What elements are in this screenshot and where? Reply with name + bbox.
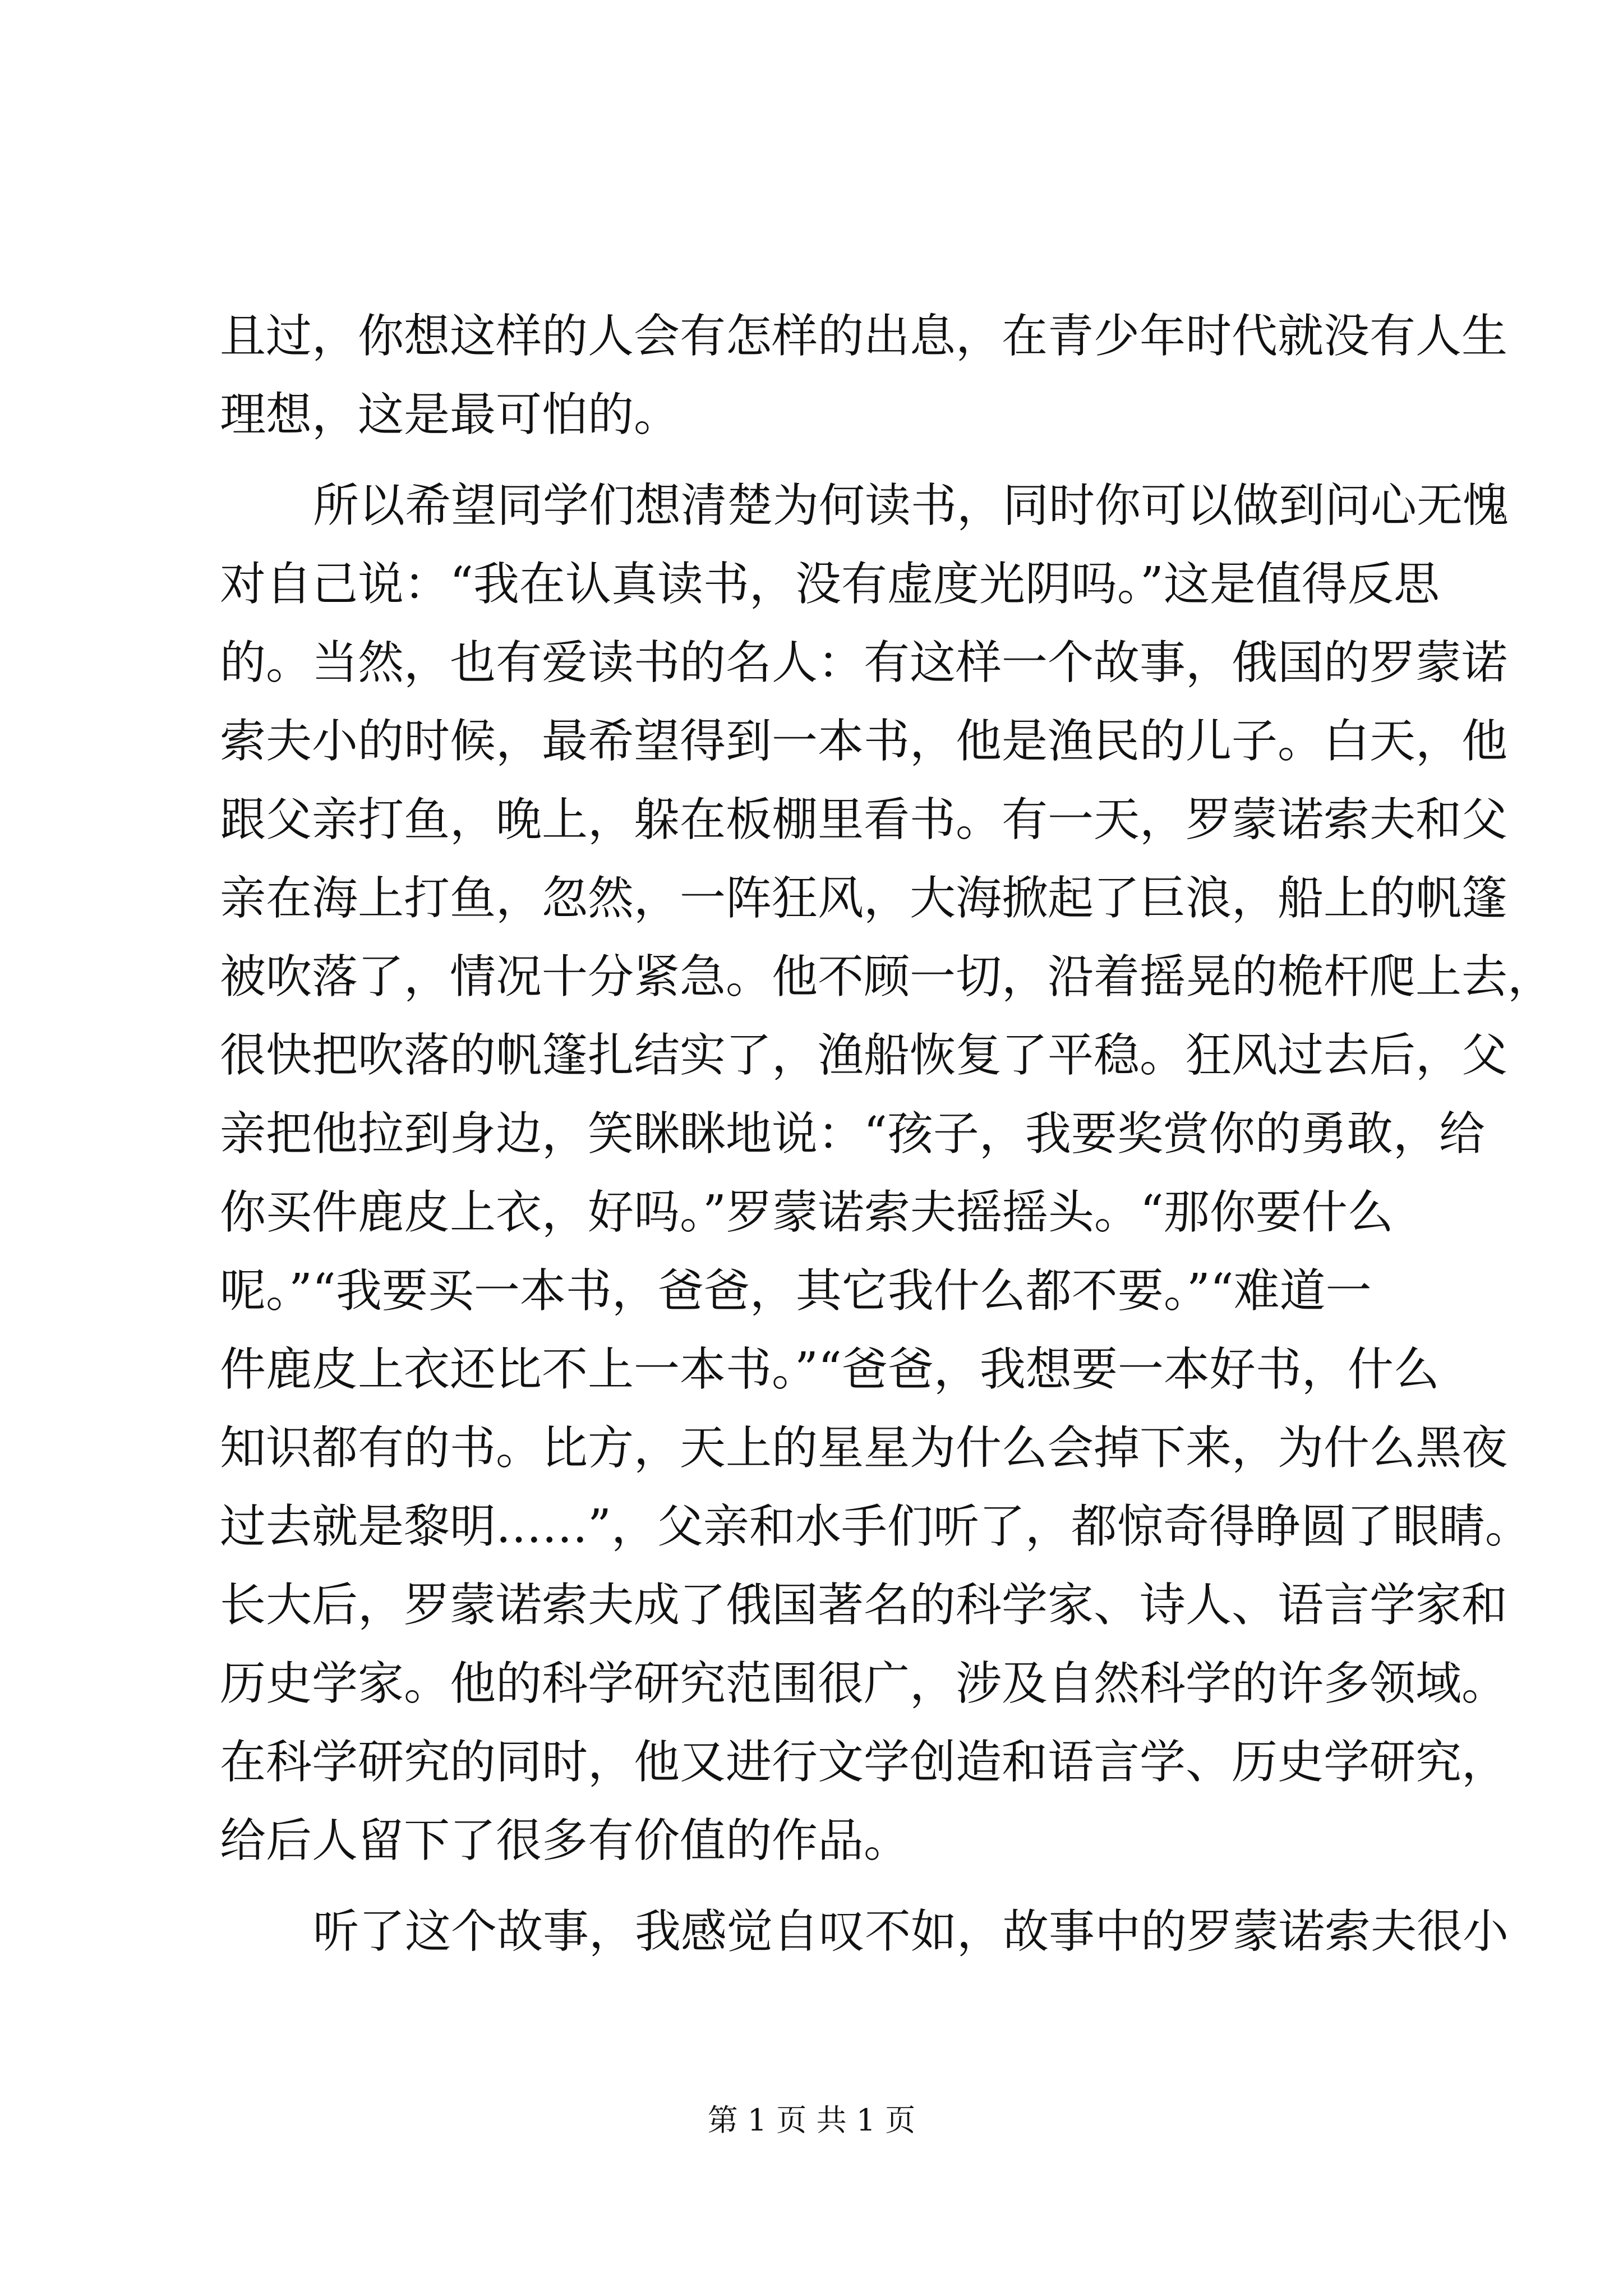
text-line: 你买件鹿皮上衣，好吗。”罗蒙诺索夫摇摇头。“那你要什么	[220, 1186, 1394, 1239]
text-line: 过去就是黎明……”，父亲和水手们听了，都惊奇得睁圆了眼睛。	[220, 1500, 1531, 1553]
text-line: 所以希望同学们想清楚为何读书，同时你可以做到问心无愧	[313, 479, 1509, 532]
text-line: 历史学家。他的科学研究范围很广，涉及自然科学的许多领域。	[220, 1657, 1508, 1710]
text-line: 件鹿皮上衣还比不上一本书。”“爸爸，我想要一本好书，什么	[220, 1343, 1440, 1396]
paragraph-3	[220, 1893, 1509, 1971]
text-line: 的。当然，也有爱读书的名人：有这样一个故事，俄国的罗蒙诺	[220, 636, 1508, 689]
text-line: 亲把他拉到身边，笑眯眯地说：“孩子，我要奖赏你的勇敢，给	[220, 1107, 1485, 1161]
text-line: 跟父亲打鱼，晚上，躲在板棚里看书。有一天，罗蒙诺索夫和父	[220, 793, 1508, 846]
text-line: 亲在海上打鱼，忽然，一阵狂风，大海掀起了巨浪，船上的帆篷	[220, 872, 1508, 925]
text-line: 听了这个故事，我感觉自叹不如，故事中的罗蒙诺索夫很小	[313, 1905, 1509, 1958]
text-line: 呢。”“我要买一本书，爸爸，其它我什么都不要。”“难道一	[220, 1264, 1372, 1318]
text-line: 对自己说：“我在认真读书，没有虚度光阴吗。”这是值得反思	[220, 558, 1440, 611]
paragraph-1	[220, 297, 1508, 454]
text-line: 索夫小的时候，最希望得到一本书，他是渔民的儿子。白天，他	[220, 715, 1508, 768]
page-number-label: 第 1 页 共 1 页	[707, 2102, 916, 2138]
text-line: 很快把吹落的帆篷扎结实了，渔船恢复了平稳。狂风过去后，父	[220, 1029, 1508, 1082]
text-line: 被吹落了，情况十分紧急。他不顾一切，沿着摇晃的桅杆爬上去，	[220, 950, 1554, 1004]
page-footer	[0, 2101, 1623, 2140]
text-line: 理想，这是最可怕的。	[220, 388, 680, 441]
text-line: 长大后，罗蒙诺索夫成了俄国著名的科学家、诗人、语言学家和	[220, 1579, 1508, 1632]
text-line: 在科学研究的同时，他又进行文学创造和语言学、历史学研究，	[220, 1736, 1508, 1789]
text-line: 知识都有的书。比方，天上的星星为什么会掉下来，为什么黑夜	[220, 1421, 1508, 1475]
text-line: 给后人留下了很多有价值的作品。	[220, 1814, 910, 1867]
text-line: 且过，你想这样的人会有怎样的出息，在青少年时代就没有人生	[220, 310, 1508, 363]
paragraph-2	[220, 467, 1554, 1880]
body-text	[220, 297, 1554, 1971]
